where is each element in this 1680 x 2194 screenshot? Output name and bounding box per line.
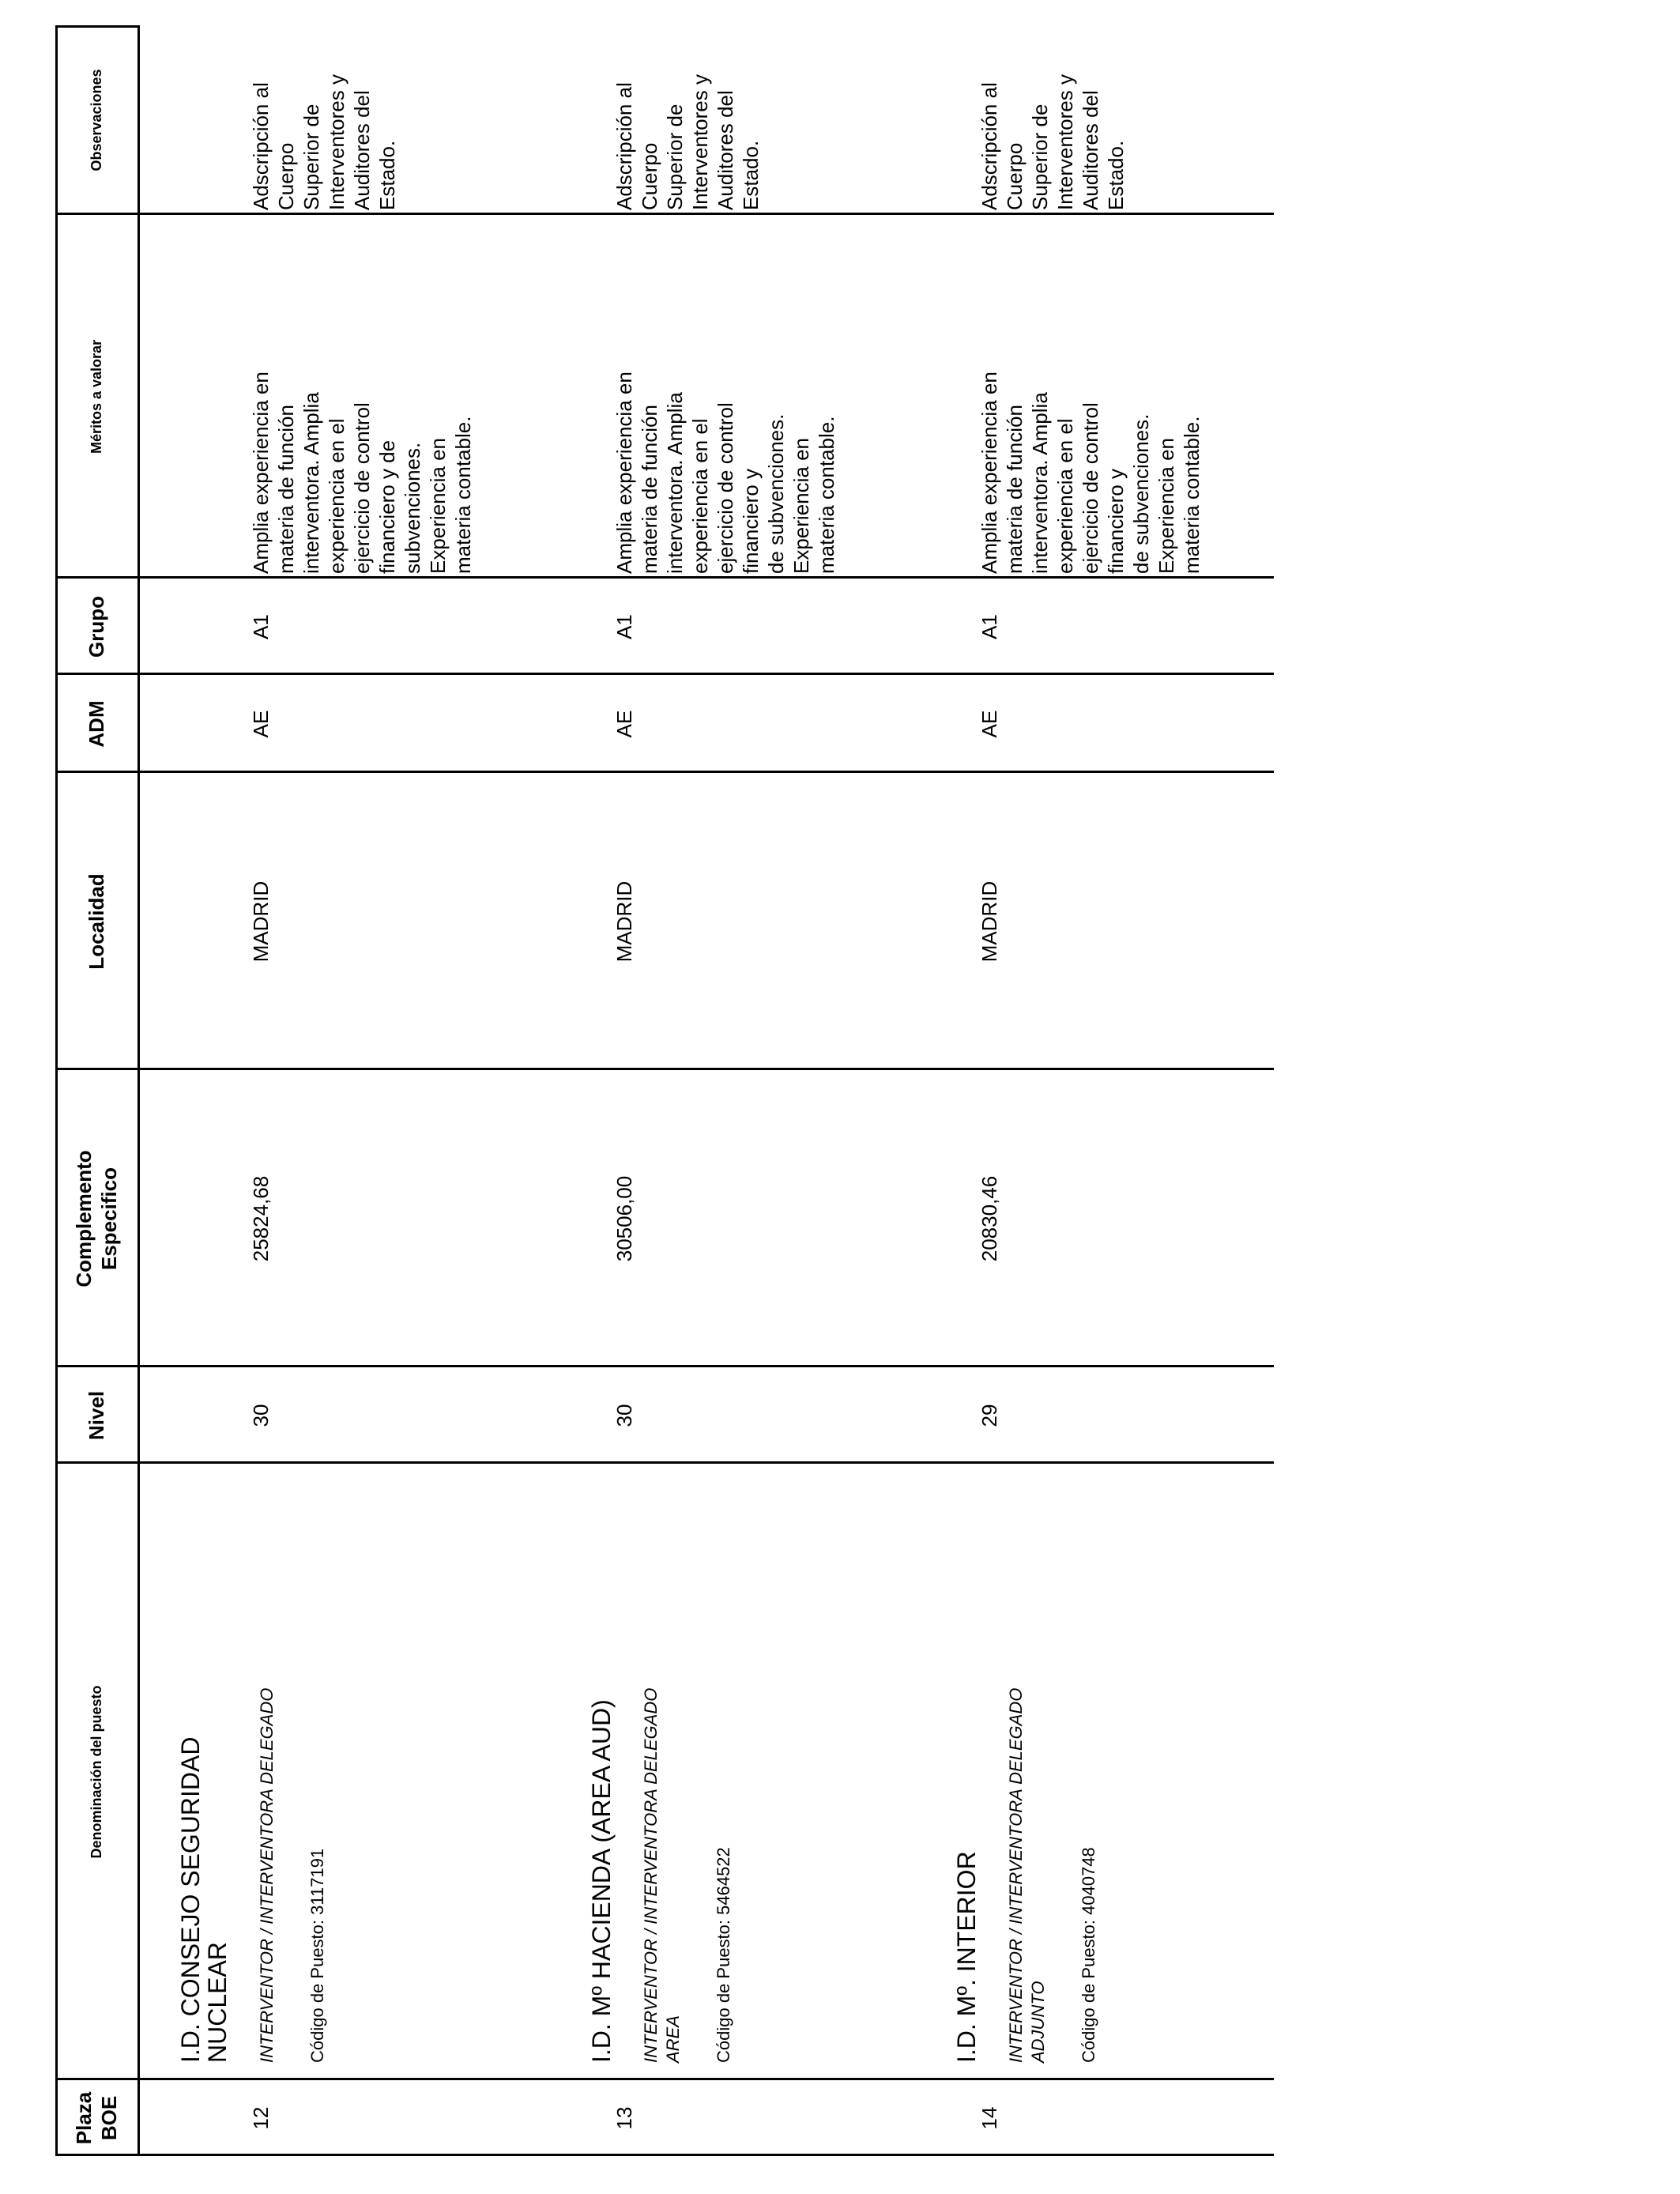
row2-denominacion [563,1478,760,2063]
header-grupo: Grupo [85,596,108,658]
header-right-border [55,25,137,28]
row2-meritos: Amplia experiencia en materia de función interventora. Amplia experiencia en el ejercicio de control financiero y de subvenciones. Experiencia en materia contable. [612,371,838,574]
rule-after-plaza [55,2078,1274,2080]
row3-title: I.D. Mº. INTERIOR [952,1851,981,2063]
row2-title: I.D. Mº HACIENDA (AREA AUD) [587,1699,616,2063]
row1-title: I.D. CONSEJO SEGURIDAD NUCLEAR [176,1736,232,2063]
rule-after-complemento [55,1068,1274,1070]
header-bottom-border [137,25,140,2156]
vacancies-table [55,25,1274,2156]
row3-observaciones: Adscripción al Cuerpo Superior de Interventores y Auditores del Estado. [977,74,1128,210]
row3-complemento: 20830,46 [977,1175,1001,1262]
row1-denominacion [152,1478,354,2063]
header-meritos: Méritos a valorar [88,339,104,454]
rule-after-grupo [55,576,1274,579]
rule-after-denominacion [55,1461,1274,1464]
header-adm: ADM [85,700,108,748]
header-observaciones: Observaciones [88,69,104,172]
row3-plaza: 14 [977,2106,1001,2130]
header-denominacion: Denominación del puesto [88,1685,104,1859]
rule-after-nivel [55,1365,1274,1367]
row3-denominacion [928,1478,1125,2063]
header-plaza: Plaza BOE [72,2091,121,2145]
row2-codigo: Código de Puesto: 5464522 [714,1847,733,2063]
row3-localidad: MADRID [977,880,1001,963]
row1-adm: AE [249,710,273,738]
row3-nivel: 29 [977,1404,1001,1427]
header-complemento: Complemento Especifico [72,1150,121,1287]
border-left [55,2154,1274,2156]
row1-localidad: MADRID [249,880,273,963]
header-localidad: Localidad [85,873,108,970]
row2-localidad: MADRID [612,880,636,963]
row1-plaza: 12 [249,2106,273,2130]
row3-codigo: Código de Puesto: 4040748 [1079,1847,1098,2063]
row1-codigo: Código de Puesto: 3117191 [307,1848,327,2063]
rule-after-adm [55,673,1274,675]
row3-grupo: A1 [977,614,1001,639]
row2-observaciones: Adscripción al Cuerpo Superior de Interventores y Auditores del Estado. [612,74,763,210]
row2-nivel: 30 [612,1404,636,1427]
row2-grupo: A1 [612,614,636,639]
row3-meritos: Amplia experiencia en materia de función interventora. Amplia experiencia en el ejercicio de control financiero y de subvenciones. Experiencia en materia contable. [977,371,1203,574]
row3-adm: AE [977,710,1001,738]
row1-nivel: 30 [249,1404,273,1427]
rule-after-localidad [55,771,1274,773]
row1-observaciones: Adscripción al Cuerpo Superior de Interventores y Auditores del Estado. [249,74,399,210]
row1-puesto: INTERVENTOR / INTERVENTORA DELEGADO [257,1687,277,2063]
row2-plaza: 13 [612,2106,636,2130]
row1-grupo: A1 [249,614,273,639]
row1-complemento: 25824,68 [249,1175,273,1262]
row1-meritos: Amplia experiencia en materia de función interventora. Amplia experiencia en el ejercicio de control financiero y de subvenciones. Experiencia en materia contable. [249,371,475,574]
rule-after-meritos [55,213,1274,215]
row3-puesto: INTERVENTOR / INTERVENTORA DELEGADO ADJUNTO [1006,1687,1048,2063]
header-nivel: Nivel [85,1390,108,1441]
row2-complemento: 30506,00 [612,1175,636,1262]
row2-puesto: INTERVENTOR / INTERVENTORA DELEGADO AREA [641,1687,683,2063]
row2-adm: AE [612,710,636,738]
